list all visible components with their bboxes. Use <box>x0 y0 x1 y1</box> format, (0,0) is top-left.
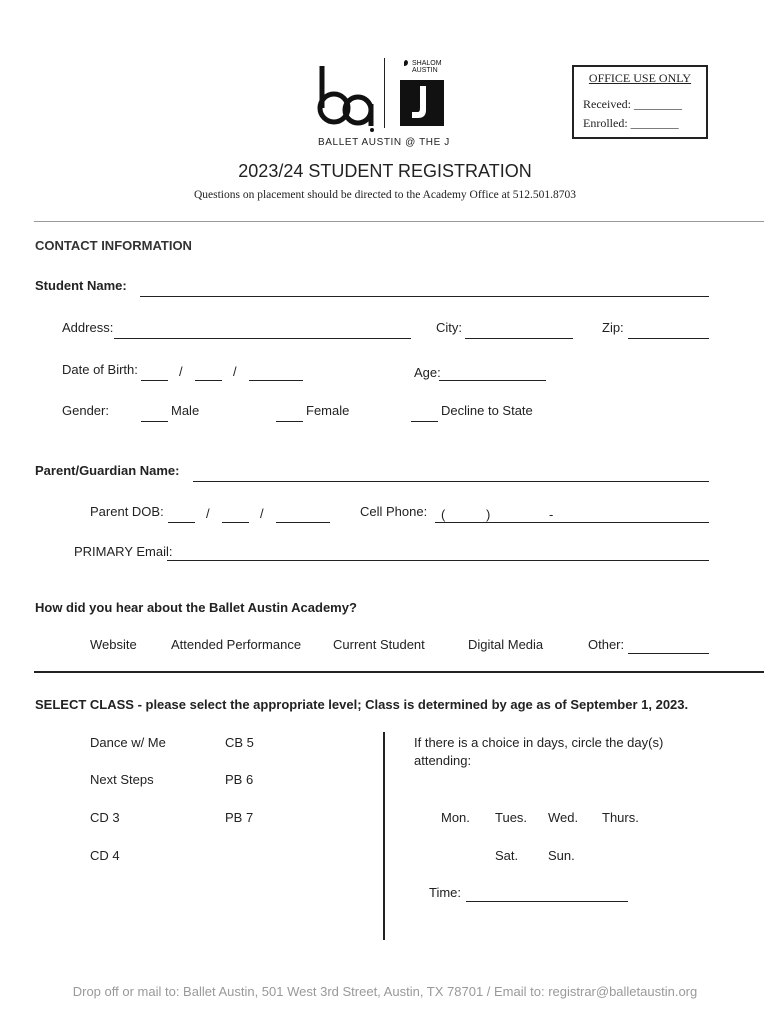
cell-phone-field[interactable] <box>435 522 709 523</box>
time-field[interactable] <box>466 901 628 902</box>
logo-j-small-text-1: SHALOM <box>412 60 442 67</box>
gender-female-field[interactable] <box>276 421 303 422</box>
dob-slash-2: / <box>233 364 237 379</box>
ballet-austin-logo <box>314 64 378 134</box>
day-wed[interactable]: Wed. <box>548 810 579 825</box>
class-pb7[interactable]: PB 7 <box>225 810 254 825</box>
parent-dob-day-field[interactable] <box>222 522 249 523</box>
class-column-divider <box>383 732 385 940</box>
class-pb6[interactable]: PB 6 <box>225 772 254 787</box>
class-next-steps[interactable]: Next Steps <box>90 772 154 787</box>
email-field[interactable] <box>167 560 709 561</box>
address-field[interactable] <box>114 338 411 339</box>
parent-dob-year-field[interactable] <box>276 522 330 523</box>
hear-option-performance[interactable]: Attended Performance <box>171 637 302 652</box>
day-tues[interactable]: Tues. <box>495 810 528 825</box>
hear-option-current-student[interactable]: Current Student <box>333 637 425 652</box>
class-cd3[interactable]: CD 3 <box>90 810 120 825</box>
divider-middle <box>34 671 764 673</box>
hear-other-label: Other: <box>588 637 625 652</box>
contact-heading: CONTACT INFORMATION <box>35 238 192 253</box>
jcc-logo <box>398 58 446 130</box>
dob-month-field[interactable] <box>141 380 168 381</box>
parent-dob-label: Parent DOB: <box>90 504 164 519</box>
time-label: Time: <box>429 885 462 900</box>
gender-female-label: Female <box>306 403 350 418</box>
class-cd4[interactable]: CD 4 <box>90 848 120 863</box>
hear-option-website[interactable]: Website <box>90 637 137 652</box>
phone-paren-open: ( <box>441 507 446 522</box>
office-enrolled: Enrolled: ________ <box>583 116 679 130</box>
parent-dob-slash-2: / <box>260 506 264 521</box>
age-field[interactable] <box>439 380 546 381</box>
city-label: City: <box>436 320 462 335</box>
logo-divider <box>384 58 385 128</box>
dob-year-field[interactable] <box>249 380 303 381</box>
gender-male-field[interactable] <box>141 421 168 422</box>
gender-decline-label: Decline to State <box>441 403 533 418</box>
day-sun[interactable]: Sun. <box>548 848 575 863</box>
age-label: Age: <box>414 365 441 380</box>
phone-paren-close: ) <box>486 507 491 522</box>
hear-question: How did you hear about the Ballet Austin Academy? <box>35 600 357 615</box>
zip-field[interactable] <box>628 338 709 339</box>
gender-male-label: Male <box>171 403 200 418</box>
office-received: Received: ________ <box>583 97 682 111</box>
dob-label: Date of Birth: <box>62 362 138 377</box>
logo-j-small-text-2: AUSTIN <box>412 67 438 74</box>
select-class-heading: SELECT CLASS - please select the appropriate level; Class is determined by age as of September 1, 2023. <box>35 697 689 712</box>
office-use-title: OFFICE USE ONLY <box>588 71 692 85</box>
city-field[interactable] <box>465 338 573 339</box>
day-thurs[interactable]: Thurs. <box>602 810 639 825</box>
parent-name-label: Parent/Guardian Name: <box>35 463 180 478</box>
footer-address: Drop off or mail to: Ballet Austin, 501 West 3rd Street, Austin, TX 78701 / Email to: registrar@balletaustin.org <box>72 984 698 999</box>
parent-dob-month-field[interactable] <box>168 522 195 523</box>
class-dance-with-me[interactable]: Dance w/ Me <box>90 735 166 750</box>
divider-top <box>34 221 764 222</box>
parent-dob-slash-1: / <box>206 506 210 521</box>
office-use-box <box>572 65 708 139</box>
days-note-line2: attending: <box>414 753 472 768</box>
page-title: 2023/24 STUDENT REGISTRATION <box>238 161 532 181</box>
day-mon[interactable]: Mon. <box>441 810 470 825</box>
student-name-label: Student Name: <box>35 278 127 293</box>
logo-caption: BALLET AUSTIN @ THE J <box>318 137 450 148</box>
cell-phone-label: Cell Phone: <box>360 504 428 519</box>
days-note: If there is a choice in days, circle the day(s) <box>414 735 664 750</box>
day-sat[interactable]: Sat. <box>495 848 519 863</box>
zip-label: Zip: <box>602 320 624 335</box>
parent-name-field[interactable] <box>193 481 709 482</box>
hear-other-field[interactable] <box>628 653 709 654</box>
gender-label: Gender: <box>62 403 109 418</box>
phone-dash: - <box>549 507 554 522</box>
gender-decline-field[interactable] <box>411 421 438 422</box>
class-cb5[interactable]: CB 5 <box>225 735 254 750</box>
address-label: Address: <box>62 320 114 335</box>
email-label: PRIMARY Email: <box>74 544 173 559</box>
student-name-field[interactable] <box>140 296 709 297</box>
dob-day-field[interactable] <box>195 380 222 381</box>
dob-slash-1: / <box>179 364 183 379</box>
hear-option-digital-media[interactable]: Digital Media <box>468 637 544 652</box>
page-subtitle: Questions on placement should be directed to the Academy Office at 512.501.8703 <box>193 189 577 201</box>
